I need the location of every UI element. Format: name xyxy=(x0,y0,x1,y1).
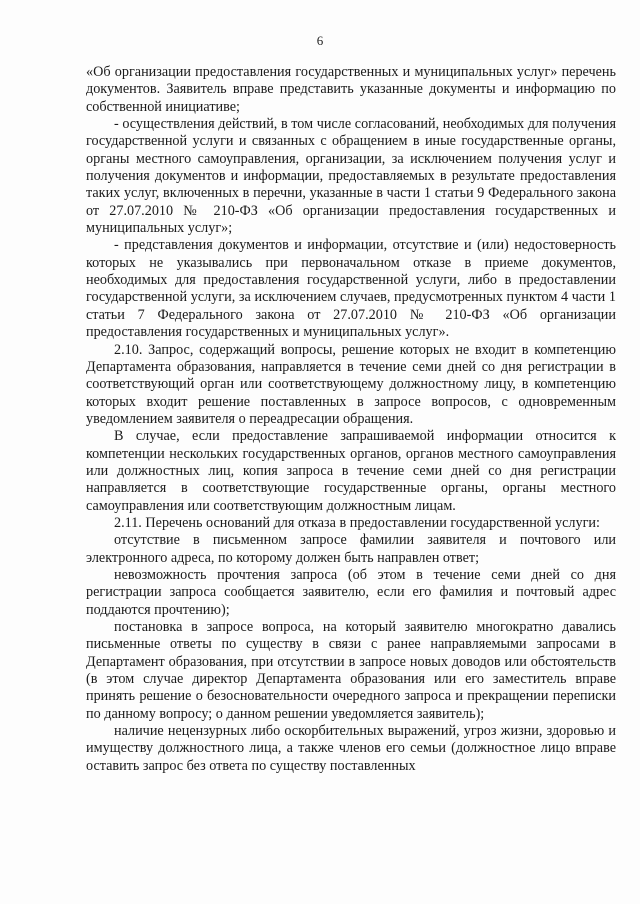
paragraph-continuation: «Об организации предоставления государственных и муниципальных услуг» перечень документов. Заявитель вправе представить указанные документы и информацию по собственной инициативе; xyxy=(86,64,616,115)
paragraph-refusal-no-name: отсутствие в письменном запросе фамилии заявителя и почтового или электронного адреса, по которому должен быть направлен ответ; xyxy=(86,532,616,566)
paragraph-section-2-11: 2.11. Перечень оснований для отказа в предоставлении государственной услуги: xyxy=(114,514,600,531)
paragraph-list-item-documents: - представления документов и информации, отсутствие и (или) недостоверность которых не указывались при первоначальном отказе в приеме документов, необходимых для предоставления государственной услуги, либо в предоставлении государственной услуги, за исключением случаев, предусмотренных пунктом 4 части 1 статьи 7 Федерального закона от 27.07.2010 № 210-ФЗ «Об организации предоставления государственных и муниципальных услуг». xyxy=(86,237,616,341)
paragraph-refusal-unreadable: невозможность прочтения запроса (об этом в течение семи дней со дня регистрации запроса сообщается заявителю, если его фамилия и почтовый адрес поддаются прочтению); xyxy=(86,566,616,618)
document-body xyxy=(86,64,616,775)
paragraph-multiple-agencies: В случае, если предоставление запрашиваемой информации относится к компетенции нескольких государственных органов, органов местного самоуправления или должностных лиц, копия запроса в течение семи дней со дня регистрации направляется в соответствующие государственные органы, органы местного самоуправления или соответствующим должностным лицам. xyxy=(86,428,616,514)
paragraph-section-2-10: 2.10. Запрос, содержащий вопросы, решение которых не входит в компетенцию Департамента образования, направляется в течение семи дней со дня регистрации в соответствующий орган или соответствующему должностному лицу, в компетенцию которых входит решение поставленных в запросе вопросов, с одновременным уведомлением заявителя о переадресации обращения. xyxy=(86,341,616,427)
paragraph-refusal-repeated: постановка в запросе вопроса, на который заявителю многократно давались письменные ответы по существу в связи с ранее направляемыми запросами в Департамент образования, при отсутствии в запросе новых доводов или обстоятельств (в этом случае директор Департамента образования или его заместитель вправе принять решение о безосновательности очередного запроса и прекращении переписки по данному вопросу; о данном решении уведомляется заявитель); xyxy=(86,619,616,722)
paragraph-list-item-actions: - осуществления действий, в том числе согласований, необходимых для получения государственной услуги и связанных с обращением в иные государственные органы, органы местного самоуправления, организации, за исключением получения услуг и получения документов и информации, предоставляемых в результате предоставления таких услуг, включенных в перечни, указанные в части 1 статьи 9 Федерального закона от 27.07.2010 № 210-ФЗ «Об организации предоставления государственных и муниципальных услуг»; xyxy=(86,116,616,237)
paragraph-refusal-obscene: наличие нецензурных либо оскорбительных выражений, угроз жизни, здоровью и имуществу должностного лица, а также членов его семьи (должностное лицо вправе оставить запрос без ответа по существу поставленных xyxy=(86,723,616,774)
page-number: 6 xyxy=(316,33,324,48)
